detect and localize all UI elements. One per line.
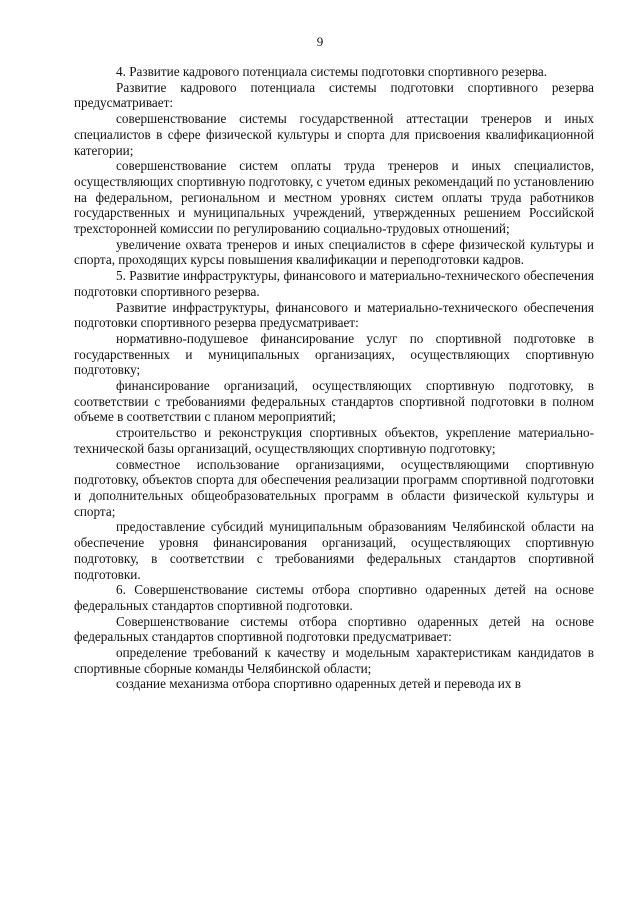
list-item: финансирование организаций, осуществляющих спортивную подготовку, в соответствии с требованиями федеральных стандартов спортивной подготовки в полном объеме в соответствии с планом мероприятий; [74,378,594,425]
page-number: 9 [316,34,324,49]
paragraph: Развитие инфраструктуры, финансового и материально-технического обеспечения подготовки спортивного резерва предусматривает: [74,299,594,331]
section-6-heading: 6. Совершенствование системы отбора спортивно одаренных детей на основе федеральных стандартов спортивной подготовки. [74,582,594,613]
list-item: создание механизма отбора спортивно одаренных детей и перевода их в [116,676,521,692]
list-item: определение требований к качеству и модельным характеристикам кандидатов в спортивные сборные команды Челябинской области; [74,645,594,676]
list-item: нормативно-подушевое финансирование услуг по спортивной подготовке в государственных и муниципальных организациях, осуществляющих спортивную подготовку; [74,330,594,378]
list-item: совместное использование организациями, осуществляющими спортивную подготовку, объектов спорта для обеспечения реализации программ спортивной подготовки и дополнительных общеобразовательных программ в области физической культуры и спорта; [74,456,594,519]
section-5-heading: 5. Развитие инфраструктуры, финансового и материально-технического обеспечения подготовки спортивного резерва. [74,268,594,299]
section-4-heading: 4. Развитие кадрового потенциала системы подготовки спортивного резерва. [116,64,548,79]
paragraph: Развитие кадрового потенциала системы подготовки спортивного резерва предусматривает: [74,79,594,111]
list-item: предоставление субсидий муниципальным образованиям Челябинской области на обеспечение уровня финансирования организаций, осуществляющих спортивную подготовку, в соответствии с требованиями федеральных стандартов спортивной подготовки. [74,519,594,582]
list-item: строительство и реконструкция спортивных объектов, укрепление материально-технической базы организаций, осуществляющих спортивную подготовку; [74,425,594,456]
list-item: совершенствование систем оплаты труда тренеров и иных специалистов, осуществляющих спортивную подготовку, с учетом единых рекомендаций по установлению на федеральном, региональном и местном уровнях систем оплаты труда работников государственных и муниципальных учреждений, утвержденных решением Российской трехсторонней комиссии по регулированию социально-трудовых отношений; [74,158,594,237]
paragraph: Совершенствование системы отбора спортивно одаренных детей на основе федеральных стандартов спортивной подготовки предусматривает: [74,613,594,645]
document-body [74,64,594,692]
list-item: совершенствование системы государственной аттестации тренеров и иных специалистов в сфере физической культуры и спорта для присвоения квалификационной категории; [74,111,594,158]
list-item: увеличение охвата тренеров и иных специалистов в сфере физической культуры и спорта, проходящих курсы повышения квалификации и переподготовки кадров. [74,236,594,268]
